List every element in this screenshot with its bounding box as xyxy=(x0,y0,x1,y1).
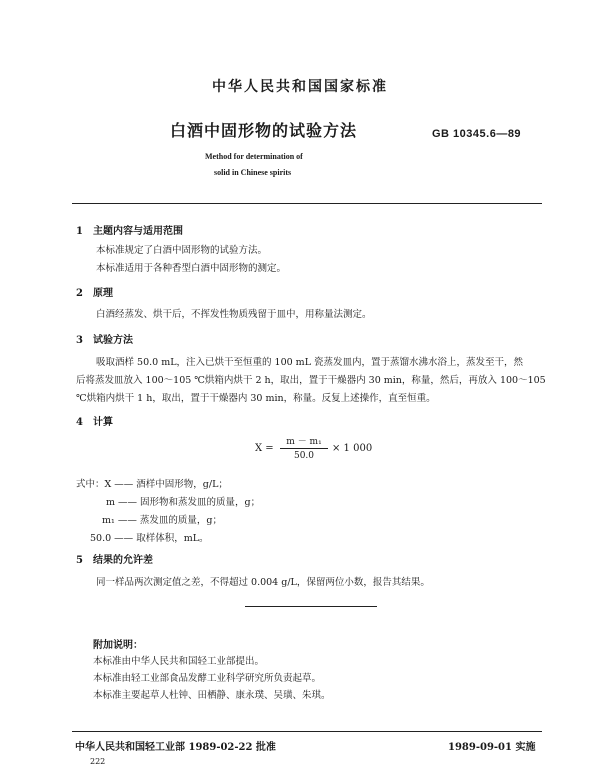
page-title: 白酒中固形物的试验方法 xyxy=(170,121,358,140)
formula-rhs: × 1 000 xyxy=(332,443,373,454)
top-divider xyxy=(72,203,542,204)
middle-divider xyxy=(245,606,377,607)
notes-heading: 附加说明： xyxy=(93,640,143,651)
definition-volume: 50.0 —— 取样体积，mL。 xyxy=(90,533,209,544)
section-2-heading: 2 原理 xyxy=(76,288,113,299)
definition-x: 式中：X —— 酒样中固形物，g/L； xyxy=(76,479,228,490)
bottom-divider xyxy=(72,731,542,732)
standard-code: GB 10345.6—89 xyxy=(432,128,522,140)
page-number: 222 xyxy=(90,757,106,766)
approval-date: 中华人民共和国轻工业部 1989-02-22 批准 xyxy=(75,742,276,753)
english-title-line-2: solid in Chinese spirits xyxy=(214,168,292,177)
notes-line-3: 本标准主要起草人杜钟、田栖静、康永璞、吴璜、朱琪。 xyxy=(93,690,331,701)
national-standard-heading: 中华人民共和国国家标准 xyxy=(212,79,388,95)
section-3-line-3: ℃烘箱内烘干 1 h，取出，置于干燥器内 30 min，称量。反复上述操作，直至恒重。 xyxy=(76,393,436,404)
section-3-line-2: 后将蒸发皿放入 100～105 ℃烘箱内烘干 2 h，取出，置于干燥器内 30 min，称量，然后，再放入 100～105 xyxy=(76,375,546,386)
section-3-heading: 3 试验方法 xyxy=(76,335,133,346)
section-5-heading: 5 结果的允许差 xyxy=(76,555,153,566)
section-5-line-1: 同一样品两次测定值之差，不得超过 0.004 g/L，保留两位小数，报告其结果。 xyxy=(96,577,430,588)
section-4-heading: 4 计算 xyxy=(76,417,113,428)
formula-lhs: X = xyxy=(255,443,274,454)
section-1-heading: 1 主题内容与适用范围 xyxy=(76,226,183,237)
formula-numerator: m － m₁ xyxy=(286,437,322,447)
section-2-line-1: 白酒经蒸发、烘干后，不挥发性物质残留于皿中，用称量法测定。 xyxy=(96,309,372,320)
formula-denominator: 50.0 xyxy=(293,451,315,461)
section-3-line-1: 吸取酒样 50.0 mL，注入已烘干至恒重的 100 mL 瓷蒸发皿内，置于蒸馏水沸水浴上，蒸发至干，然 xyxy=(96,357,524,368)
effective-date: 1989-09-01 实施 xyxy=(448,742,536,753)
english-title-line-1: Method for determination of xyxy=(205,152,303,161)
definition-m1: m₁ —— 蒸发皿的质量，g； xyxy=(102,515,222,526)
section-1-line-2: 本标准适用于各种香型白酒中固形物的测定。 xyxy=(96,263,287,274)
definition-m: m —— 固形物和蒸发皿的质量，g； xyxy=(106,497,261,508)
section-1-line-1: 本标准规定了白酒中固形物的试验方法。 xyxy=(96,245,268,256)
fraction-bar xyxy=(280,448,328,449)
notes-line-1: 本标准由中华人民共和国轻工业部提出。 xyxy=(93,656,265,667)
notes-line-2: 本标准由轻工业部食品发酵工业科学研究所负责起草。 xyxy=(93,673,322,684)
